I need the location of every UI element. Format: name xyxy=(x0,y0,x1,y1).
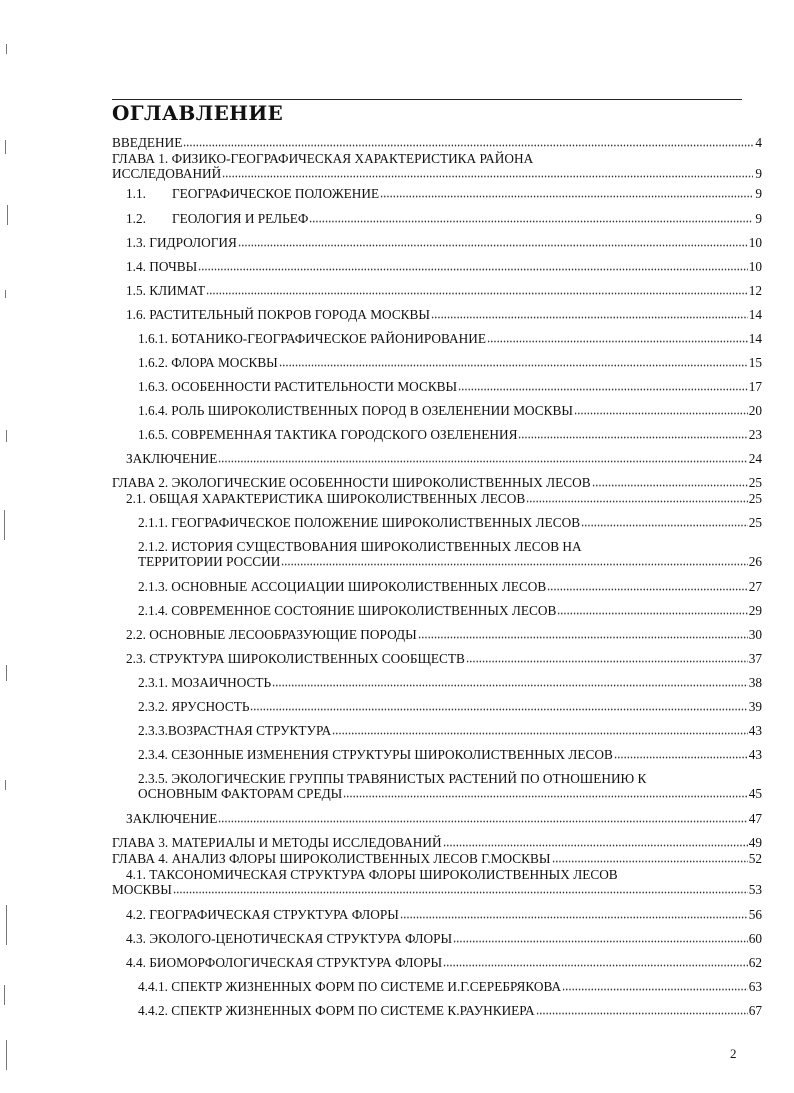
toc-entry[interactable] xyxy=(138,771,762,801)
toc-entry-title: ЗАКЛЮЧЕНИЕ xyxy=(126,451,218,466)
toc-entry[interactable] xyxy=(138,979,762,994)
toc-entry[interactable] xyxy=(126,283,762,298)
toc-entry-title: 4.4. БИОМОРФОЛОГИЧЕСКАЯ СТРУКТУРА ФЛОРЫ xyxy=(126,955,443,970)
toc-entry[interactable] xyxy=(138,403,762,418)
dot-leader xyxy=(487,340,748,343)
toc-entry-page: 67 xyxy=(748,1003,762,1018)
toc-entry-page: 9 xyxy=(755,211,762,226)
toc-entry-title: ГЛАВА 3. МАТЕРИАЛЫ И МЕТОДЫ ИССЛЕДОВАНИЙ xyxy=(112,835,442,850)
toc-entry-page: 10 xyxy=(748,235,762,250)
dot-leader xyxy=(466,660,748,663)
toc-entry-title: 1.4. ПОЧВЫ xyxy=(126,259,198,274)
toc-entry-title: 2.1.1. ГЕОГРАФИЧЕСКОЕ ПОЛОЖЕНИЕ ШИРОКОЛИСТВЕННЫХ ЛЕСОВ xyxy=(138,515,581,530)
toc-entry-title: ГЛАВА 4. АНАЛИЗ ФЛОРЫ ШИРОКОЛИСТВЕННЫХ ЛЕСОВ Г.МОСКВЫ xyxy=(112,851,551,866)
toc-entry-title: МОСКВЫ xyxy=(112,882,172,897)
toc-entry-page: 56 xyxy=(748,907,762,922)
toc-entry-page: 25 xyxy=(748,475,762,490)
toc-entry-title: ЗАКЛЮЧЕНИЕ xyxy=(126,811,218,826)
dot-leader xyxy=(526,500,748,503)
toc-entry-page: 45 xyxy=(748,786,762,801)
dot-leader xyxy=(173,891,748,894)
toc-entry-title: ОСНОВНЫМ ФАКТОРАМ СРЕДЫ xyxy=(138,786,343,801)
toc-entry[interactable] xyxy=(138,539,762,569)
dot-leader xyxy=(443,844,748,847)
toc-entry-page: 43 xyxy=(748,747,762,762)
toc-entry[interactable] xyxy=(126,955,762,970)
toc-entry[interactable] xyxy=(112,151,762,181)
toc-entry[interactable] xyxy=(126,491,762,506)
toc-entry[interactable] xyxy=(138,331,762,346)
toc-entry-title: ИССЛЕДОВАНИЙ xyxy=(112,166,222,181)
toc-entry[interactable] xyxy=(126,307,762,322)
toc-entry[interactable] xyxy=(126,651,762,666)
toc-entry-title: 2.1.3. ОСНОВНЫЕ АССОЦИАЦИИ ШИРОКОЛИСТВЕННЫХ ЛЕСОВ xyxy=(138,579,547,594)
toc-entry-title: 2.2. ОСНОВНЫЕ ЛЕСООБРАЗУЮЩИЕ ПОРОДЫ xyxy=(126,627,417,642)
dot-leader xyxy=(218,820,747,823)
toc-entry-page: 23 xyxy=(748,427,762,442)
dot-leader xyxy=(536,1012,748,1015)
toc-entry-title: 2.1.4. СОВРЕМЕННОЕ СОСТОЯНИЕ ШИРОКОЛИСТВЕННЫХ ЛЕСОВ xyxy=(138,603,557,618)
toc-entry-page: 37 xyxy=(748,651,762,666)
toc-entry[interactable] xyxy=(126,235,762,250)
dot-leader xyxy=(552,860,748,863)
toc-entry-title-line1: 4.1. ТАКСОНОМИЧЕСКАЯ СТРУКТУРА ФЛОРЫ ШИРОКОЛИСТВЕННЫХ ЛЕСОВ xyxy=(126,867,618,882)
dot-leader xyxy=(453,940,748,943)
dot-leader xyxy=(380,195,753,198)
toc-entry-title: 1.5. КЛИМАТ xyxy=(126,283,206,298)
toc-entry[interactable] xyxy=(126,211,762,226)
toc-entry-page: 4 xyxy=(755,135,762,150)
toc-entry-page: 62 xyxy=(748,955,762,970)
dot-leader xyxy=(400,916,748,919)
toc-entry-title-line1: 2.3.5. ЭКОЛОГИЧЕСКИЕ ГРУППЫ ТРАВЯНИСТЫХ РАСТЕНИЙ ПО ОТНОШЕНИЮ К xyxy=(138,771,647,786)
toc-entry-page: 25 xyxy=(748,515,762,530)
toc-entry[interactable] xyxy=(138,1003,762,1018)
toc-entry-title: 2.3. СТРУКТУРА ШИРОКОЛИСТВЕННЫХ СООБЩЕСТВ xyxy=(126,651,465,666)
toc-entry-title: 2.3.3.ВОЗРАСТНАЯ СТРУКТУРА xyxy=(138,723,332,738)
dot-leader xyxy=(272,684,748,687)
toc-entry-page: 49 xyxy=(748,835,762,850)
toc-entry-title: 4.4.1. СПЕКТР ЖИЗНЕННЫХ ФОРМ ПО СИСТЕМЕ И.Г.СЕРЕБРЯКОВА xyxy=(138,979,562,994)
toc-entry-number: 1.2. xyxy=(126,211,146,226)
toc-entry-title: 1.6.4. РОЛЬ ШИРОКОЛИСТВЕННЫХ ПОРОД В ОЗЕЛЕНЕНИИ МОСКВЫ xyxy=(138,403,573,418)
toc-entry[interactable] xyxy=(112,475,762,490)
toc-entry-title: 4.4.2. СПЕКТР ЖИЗНЕННЫХ ФОРМ ПО СИСТЕМЕ К.РАУНКИЕРА xyxy=(138,1003,535,1018)
toc-entry-title: 1.3. ГИДРОЛОГИЯ xyxy=(126,235,237,250)
dot-leader xyxy=(183,144,753,147)
dot-leader xyxy=(332,732,747,735)
dot-leader xyxy=(198,268,747,271)
toc-entry[interactable] xyxy=(126,186,762,201)
dot-leader xyxy=(574,412,748,415)
toc-entry-page: 63 xyxy=(748,979,762,994)
toc-entry[interactable] xyxy=(138,427,762,442)
toc-entry[interactable] xyxy=(138,379,762,394)
toc-entry-page: 60 xyxy=(748,931,762,946)
toc-entry[interactable] xyxy=(126,259,762,274)
top-rule xyxy=(112,99,742,100)
toc-entry-title: 4.2. ГЕОГРАФИЧЕСКАЯ СТРУКТУРА ФЛОРЫ xyxy=(126,907,399,922)
toc-entry-page: 29 xyxy=(748,603,762,618)
toc-entry-page: 53 xyxy=(748,882,762,897)
toc-title: ОГЛАВЛЕНИЕ xyxy=(112,101,284,125)
toc-entry-title: 1.6.5. СОВРЕМЕННАЯ ТАКТИКА ГОРОДСКОГО ОЗЕЛЕНЕНИЯ xyxy=(138,427,518,442)
toc-entry[interactable] xyxy=(112,851,762,866)
toc-entry-title: 2.3.2. ЯРУСНОСТЬ xyxy=(138,699,250,714)
toc-entry[interactable] xyxy=(138,355,762,370)
toc-entry-title: ГЛАВА 2. ЭКОЛОГИЧЕСКИЕ ОСОБЕННОСТИ ШИРОКОЛИСТВЕННЫХ ЛЕСОВ xyxy=(112,475,591,490)
toc-entry[interactable] xyxy=(138,579,762,594)
toc-entry-page: 10 xyxy=(748,259,762,274)
dot-leader xyxy=(518,436,747,439)
toc-entry[interactable] xyxy=(138,515,762,530)
toc-entry-title: ГЕОГРАФИЧЕСКОЕ ПОЛОЖЕНИЕ xyxy=(172,186,380,201)
toc-entry-title: ТЕРРИТОРИИ РОССИИ xyxy=(138,554,281,569)
dot-leader xyxy=(343,795,747,798)
toc-entry-page: 43 xyxy=(748,723,762,738)
dot-leader xyxy=(309,220,753,223)
dot-leader xyxy=(218,460,747,463)
dot-leader xyxy=(557,612,747,615)
toc-entry-title: 1.6.1. БОТАНИКО-ГЕОГРАФИЧЕСКОЕ РАЙОНИРОВАНИЕ xyxy=(138,331,486,346)
toc-entry-title: 1.6. РАСТИТЕЛЬНЫЙ ПОКРОВ ГОРОДА МОСКВЫ xyxy=(126,307,431,322)
toc-entry[interactable] xyxy=(112,135,762,150)
toc-entry-title: 2.1. ОБЩАЯ ХАРАКТЕРИСТИКА ШИРОКОЛИСТВЕННЫХ ЛЕСОВ xyxy=(126,491,526,506)
dot-leader xyxy=(222,175,753,178)
toc-entry-number: 1.1. xyxy=(126,186,146,201)
toc-entry-title: 2.3.1. МОЗАИЧНОСТЬ xyxy=(138,675,272,690)
toc-entry-page: 14 xyxy=(748,307,762,322)
dot-leader xyxy=(250,708,747,711)
dot-leader xyxy=(592,484,748,487)
dot-leader xyxy=(581,524,748,527)
toc-entry-page: 17 xyxy=(748,379,762,394)
toc-entry[interactable] xyxy=(138,723,762,738)
toc-entry[interactable] xyxy=(126,811,762,826)
dot-leader xyxy=(418,636,748,639)
page-number: 2 xyxy=(730,1046,737,1061)
toc-entry-page: 20 xyxy=(748,403,762,418)
toc-entry-title: 1.6.3. ОСОБЕННОСТИ РАСТИТЕЛЬНОСТИ МОСКВЫ xyxy=(138,379,458,394)
dot-leader xyxy=(443,964,748,967)
toc-entry-page: 25 xyxy=(748,491,762,506)
dot-leader xyxy=(279,364,748,367)
toc-entry-page: 30 xyxy=(748,627,762,642)
toc-entry[interactable] xyxy=(138,699,762,714)
toc-entry-title: 2.3.4. СЕЗОННЫЕ ИЗМЕНЕНИЯ СТРУКТУРЫ ШИРОКОЛИСТВЕННЫХ ЛЕСОВ xyxy=(138,747,613,762)
toc-entry-title: ВВЕДЕНИЕ xyxy=(112,135,183,150)
toc-entry-page: 9 xyxy=(755,166,762,181)
toc-entry-page: 12 xyxy=(748,283,762,298)
toc-entry[interactable] xyxy=(126,627,762,642)
toc-entry[interactable] xyxy=(138,747,762,762)
dot-leader xyxy=(431,316,748,319)
toc-entry[interactable] xyxy=(112,835,762,850)
toc-entry-page: 14 xyxy=(748,331,762,346)
dot-leader xyxy=(206,292,748,295)
toc-entry-page: 15 xyxy=(748,355,762,370)
toc-entry-page: 47 xyxy=(748,811,762,826)
toc-entry-title: 4.3. ЭКОЛОГО-ЦЕНОТИЧЕСКАЯ СТРУКТУРА ФЛОРЫ xyxy=(126,931,453,946)
toc-entry-page: 27 xyxy=(748,579,762,594)
dot-leader xyxy=(458,388,748,391)
toc-entry-title: ГЕОЛОГИЯ И РЕЛЬЕФ xyxy=(172,211,309,226)
toc-entry[interactable] xyxy=(138,675,762,690)
toc-entry[interactable] xyxy=(112,867,762,897)
scan-margin-marks xyxy=(0,0,24,1093)
toc-entry-page: 39 xyxy=(748,699,762,714)
dot-leader xyxy=(614,756,748,759)
toc-entry[interactable] xyxy=(126,907,762,922)
dot-leader xyxy=(281,563,747,566)
toc-entry-title-line1: ГЛАВА 1. ФИЗИКО-ГЕОГРАФИЧЕСКАЯ ХАРАКТЕРИСТИКА РАЙОНА xyxy=(112,151,534,166)
toc-entry-title-line1: 2.1.2. ИСТОРИЯ СУЩЕСТВОВАНИЯ ШИРОКОЛИСТВЕННЫХ ЛЕСОВ НА xyxy=(138,539,582,554)
toc-entry[interactable] xyxy=(138,603,762,618)
toc-entry[interactable] xyxy=(126,451,762,466)
toc-entry-page: 52 xyxy=(748,851,762,866)
toc-entry-page: 26 xyxy=(748,554,762,569)
toc-entry-page: 38 xyxy=(748,675,762,690)
toc-entry-page: 9 xyxy=(755,186,762,201)
toc-entry-title: 1.6.2. ФЛОРА МОСКВЫ xyxy=(138,355,278,370)
toc-entry-page: 24 xyxy=(748,451,762,466)
dot-leader xyxy=(547,588,747,591)
toc-entry[interactable] xyxy=(126,931,762,946)
dot-leader xyxy=(562,988,748,991)
dot-leader xyxy=(238,244,748,247)
